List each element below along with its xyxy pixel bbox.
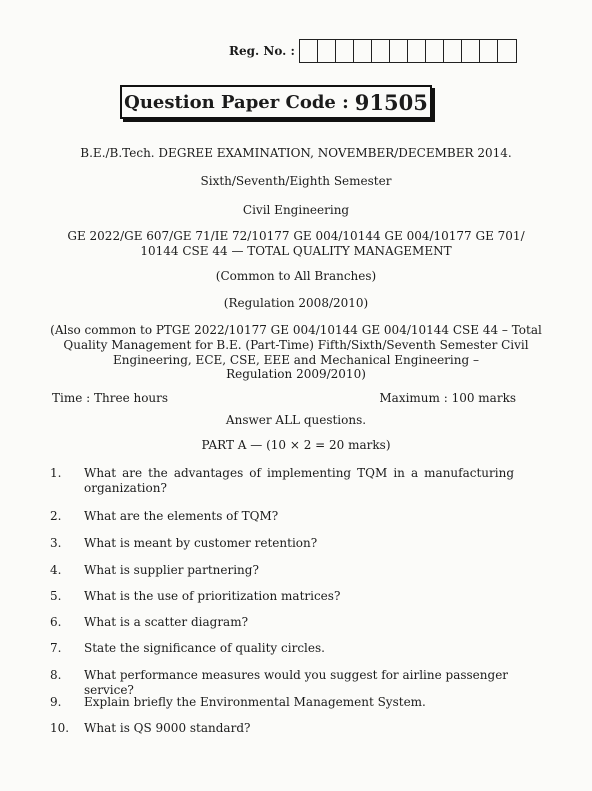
instruction-line: Answer ALL questions. xyxy=(225,413,367,427)
semester-line: Sixth/Seventh/Eighth Semester xyxy=(200,174,392,188)
reg-digit-box xyxy=(318,40,336,62)
branch-line: Civil Engineering xyxy=(242,203,350,217)
question-number: 4. xyxy=(50,563,62,577)
question-paper-code-box xyxy=(120,85,432,119)
also-common-line-2: Quality Management for B.E. (Part-Time) Fifth/Sixth/Seventh Semester Civil xyxy=(63,338,529,352)
question-number: 2. xyxy=(50,509,62,523)
also-common-line-3: Engineering, ECE, CSE, EEE and Mechanical Engineering – xyxy=(113,353,479,367)
subject-line-2: 10144 CSE 44 — TOTAL QUALITY MANAGEMENT xyxy=(140,244,452,258)
question-text: State the significance of quality circles. xyxy=(84,641,325,655)
question-text: What is supplier partnering? xyxy=(84,563,259,577)
regulation-line: (Regulation 2008/2010) xyxy=(223,296,369,310)
reg-digit-box xyxy=(408,40,426,62)
max-marks-label: Maximum : 100 marks xyxy=(379,391,516,405)
reg-digit-box xyxy=(444,40,462,62)
question-text: What is a scatter diagram? xyxy=(84,615,249,629)
subject-line-1: GE 2022/GE 607/GE 71/IE 72/10177 GE 004/10144 GE 004/10177 GE 701/ xyxy=(67,229,525,243)
reg-digit-box xyxy=(480,40,498,62)
time-label: Time : Three hours xyxy=(52,391,169,405)
question-number: 9. xyxy=(50,695,62,709)
question-number: 8. xyxy=(50,668,62,682)
reg-no-field xyxy=(229,39,517,63)
also-common-line-1: (Also common to PTGE 2022/10177 GE 004/10144 GE 004/10144 CSE 44 – Total xyxy=(50,323,542,337)
reg-digit-box xyxy=(390,40,408,62)
code-number: 91505 xyxy=(354,89,428,115)
reg-no-boxes xyxy=(299,39,517,63)
question-text: What is QS 9000 standard? xyxy=(84,721,251,735)
question-number: 1. xyxy=(50,466,62,480)
reg-digit-box xyxy=(354,40,372,62)
question-number: 7. xyxy=(50,641,62,655)
question-text: Explain briefly the Environmental Management System. xyxy=(84,695,426,709)
also-common-line-4: Regulation 2009/2010) xyxy=(226,367,366,381)
question-text: What are the advantages of implementing TQM in a manufacturing xyxy=(84,466,514,480)
part-a-heading: PART A — (10 × 2 = 20 marks) xyxy=(201,438,391,452)
reg-digit-box xyxy=(372,40,390,62)
reg-digit-box xyxy=(300,40,318,62)
degree-line: B.E./B.Tech. DEGREE EXAMINATION, NOVEMBER/DECEMBER 2014. xyxy=(80,146,512,160)
code-label: Question Paper Code : xyxy=(124,91,349,113)
question-number: 6. xyxy=(50,615,62,629)
question-text: What performance measures would you suggest for airline passenger service? xyxy=(84,668,509,697)
reg-digit-box xyxy=(462,40,480,62)
question-number: 10. xyxy=(50,721,70,735)
question-text: What is the use of prioritization matrices? xyxy=(84,589,341,603)
question-number: 3. xyxy=(50,536,62,550)
question-number: 5. xyxy=(50,589,62,603)
reg-no-label: Reg. No. : xyxy=(229,44,295,58)
question-text: What is meant by customer retention? xyxy=(84,536,318,550)
common-line: (Common to All Branches) xyxy=(215,269,377,283)
question-text: organization? xyxy=(84,481,167,495)
reg-digit-box xyxy=(426,40,444,62)
reg-digit-box xyxy=(336,40,354,62)
question-text: What are the elements of TQM? xyxy=(84,509,279,523)
reg-digit-box xyxy=(498,40,516,62)
